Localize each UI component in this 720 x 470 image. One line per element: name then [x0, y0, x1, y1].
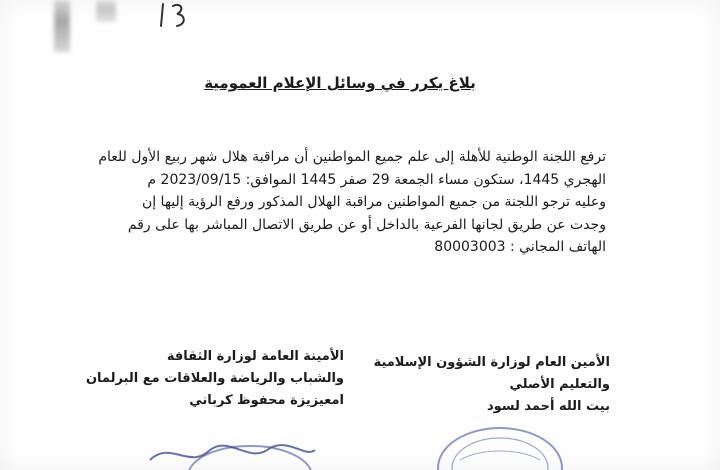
- announcement-body: [100, 146, 606, 259]
- official-stamp: [430, 420, 570, 470]
- signatory-title: الأمين العام لوزارة الشؤون الإسلامية: [373, 355, 610, 370]
- signatory-islamic-affairs: [373, 352, 610, 418]
- signatory-title-cont: والتعليم الأصلي: [509, 377, 610, 392]
- body-line: الهجري 1445، ستكون مساء الجمعة 29 صفر 1445 الموافق: 2023/09/15 م: [147, 171, 606, 188]
- signatory-name: بيت الله أحمد لسود: [486, 399, 610, 414]
- signatory-title: الأمينة العامة لوزارة الثقافة: [166, 349, 344, 364]
- signatory-name: امعيزيزة محفوظ كرباني: [189, 393, 344, 408]
- body-line: وجدت عن طريق لجانها الفرعية بالداخل أو عن طريق الاتصال المباشر بها على رقم: [127, 216, 606, 233]
- signatory-title-cont: والشباب والرياضة والعلاقات مع البرلمان: [85, 371, 344, 386]
- document-title: بلاغ يكرر في وسائل الإعلام العمومية: [204, 74, 476, 92]
- redacted-mark: [96, 0, 116, 22]
- signatory-culture: [85, 346, 344, 412]
- redacted-reference: [54, 0, 70, 52]
- body-line: ترفع اللجنة الوطنية للأهلة إلى علم جميع المواطنين أن مراقبة هلال شهر ربيع الأول للعام: [98, 149, 606, 165]
- body-line: وعليه ترجو اللجنة من جميع المواطنين مراقبة الهلال المذكور ورفع الرؤية إليها إن: [141, 194, 606, 210]
- body-line: الهاتف المجاني : 80003003: [434, 239, 606, 255]
- official-stamp-with-signature: [140, 430, 320, 470]
- handwritten-number: [155, 0, 195, 34]
